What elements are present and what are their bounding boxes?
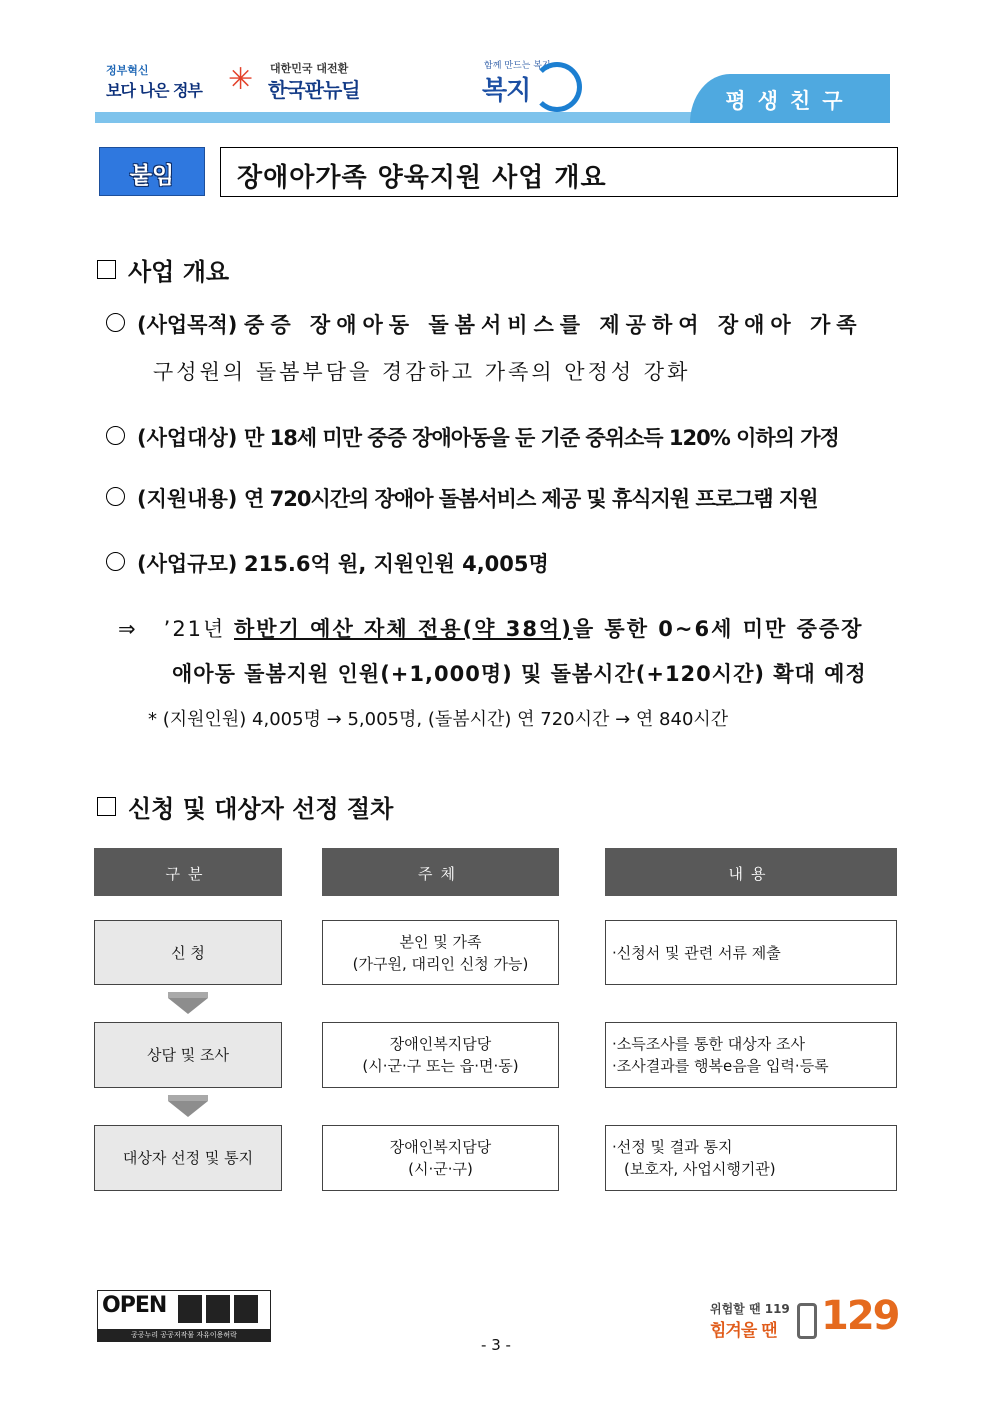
actor-cell: 장애인복지담당 (시·군·구) xyxy=(322,1125,559,1191)
checkbox-square-icon xyxy=(97,260,116,279)
section-heading-procedure: 신청 및 대상자 선정 절차 xyxy=(97,789,393,824)
page-number: - 3 - xyxy=(481,1336,511,1354)
section-heading-overview: 사업 개요 xyxy=(97,252,229,287)
list-item: (사업대상) 만 18세 미만 중증 장애아동을 둔 기준 중위소득 120% 이하의 가정 xyxy=(106,422,906,452)
content-cell: ·소득조사를 통한 대상자 조사 ·조사결과를 행복e음을 입력·등록 xyxy=(605,1022,897,1088)
arrow-right-icon: ⇒ xyxy=(118,617,138,641)
step-consult: 상담 및 조사 xyxy=(94,1022,282,1088)
actor-cell: 장애인복지담당 (시·군·구 또는 읍·면·동) xyxy=(322,1022,559,1088)
no-derivatives-icon xyxy=(234,1295,258,1323)
table-header-actor: 주체 xyxy=(322,848,559,896)
step-select-notify: 대상자 선정 및 통지 xyxy=(94,1125,282,1191)
circle-bullet-icon xyxy=(106,426,125,445)
checkbox-square-icon xyxy=(97,797,116,816)
circle-bullet-icon xyxy=(106,552,125,571)
arrow-down-icon xyxy=(168,1095,208,1117)
plan-line-continuation: 애아동 돌봄지원 인원(+1,000명) 및 돌봄시간(+120시간) 확대 예정 xyxy=(172,662,867,686)
circle-bullet-icon xyxy=(106,313,125,332)
welfare-logo: 함께 만드는 복지 복지 xyxy=(480,58,580,108)
attribution-icon xyxy=(178,1295,202,1323)
content-cell: ·신청서 및 관련 서류 제출 xyxy=(605,920,897,985)
list-item: (사업규모) 215.6억 원, 지원인원 4,005명 xyxy=(106,548,906,578)
open-license-badge: OPEN 공공누리 공공저작물 자유이용허락 xyxy=(97,1290,271,1342)
noncommercial-icon xyxy=(206,1295,230,1323)
list-item: (지원내용) 연 720시간의 장애아 돌봄서비스 제공 및 휴식지원 프로그램 지원 xyxy=(106,483,906,513)
ring-icon xyxy=(532,62,582,112)
gov-innovation-logo: 정부혁신 보다 나은 정부 xyxy=(106,64,202,100)
table-header-content: 내용 xyxy=(605,848,897,896)
arrow-down-icon xyxy=(168,992,208,1014)
note: * (지원인원) 4,005명 → 5,005명, (돌봄시간) 연 720시간 → 연 840시간 xyxy=(148,709,729,730)
content-cell: ·선정 및 결과 통지 (보호자, 사업시행기관) xyxy=(605,1125,897,1191)
table-header-category: 구분 xyxy=(94,848,282,896)
step-apply: 신 청 xyxy=(94,920,282,985)
plan-line: ⇒ ’21년 하반기 예산 자체 전용(약 38억)을 통한 0~6세 미만 중증장 xyxy=(118,617,864,641)
korean-new-deal-logo: ✳ 대한민국 대전환 한국판뉴딜 xyxy=(228,62,360,102)
hotline-129-logo: 위험할 땐 119 힘겨울 땐 129 xyxy=(710,1293,899,1341)
list-item: (사업목적) 중증 장애아동 돌봄서비스를 제공하여 장애아 가족 xyxy=(106,309,906,339)
page-title: 장애아가족 양육지원 사업 개요 xyxy=(220,147,898,197)
actor-cell: 본인 및 가족 (가구원, 대리인 신청 가능) xyxy=(322,920,559,985)
header-tab: 평생친구 xyxy=(690,74,890,123)
list-item-continuation: 구성원의 돌봄부담을 경감하고 가족의 안정성 강화 xyxy=(153,360,691,384)
circle-bullet-icon xyxy=(106,487,125,506)
attachment-badge: 붙임 xyxy=(99,147,205,196)
spark-icon: ✳ xyxy=(228,62,254,97)
phone-icon xyxy=(797,1303,817,1339)
